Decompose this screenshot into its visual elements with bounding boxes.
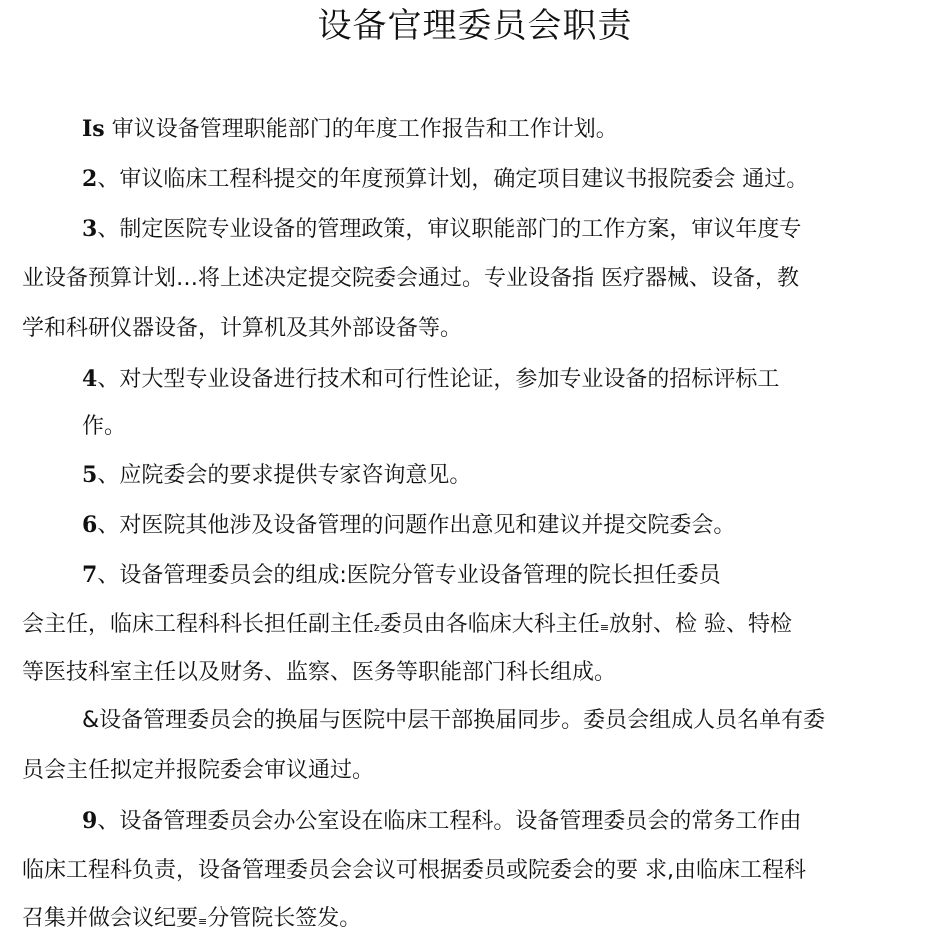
- item-text: 会主任，临床工程科科长担任副主任: [22, 612, 375, 637]
- item-number: 2: [82, 166, 98, 192]
- item-7-continuation: 等医技科室主任以及财务、监察、医务等职能部门科长组成。: [22, 660, 617, 685]
- item-6: [82, 510, 934, 541]
- item-text: 委员由各临床大科主任: [379, 612, 600, 637]
- item-7: [82, 560, 934, 591]
- item-text: 、审议临床工程科提交的年度预算计划，确定项目建议书报院委会 通过。: [97, 167, 809, 192]
- item-3-continuation: 学和科研仪器设备，计算机及其外部设备等。: [22, 316, 463, 341]
- item-text: 、设备管理委员会办公室设在临床工程科。设备管理委员会的常务工作由: [97, 809, 802, 834]
- item-2: [82, 164, 934, 195]
- item-number: 9: [82, 808, 98, 834]
- item-number: 6: [82, 512, 98, 538]
- item-text: 审议设备管理职能部门的年度工作报告和工作计划。: [111, 117, 618, 142]
- ocr-mark: z: [374, 621, 380, 634]
- item-7-continuation: [22, 610, 934, 643]
- item-4-continuation: 作。: [82, 414, 127, 439]
- item-8-continuation: 员会主任拟定并报院委会审议通过。: [22, 758, 375, 783]
- item-1: [82, 114, 934, 145]
- item-number: Is: [82, 116, 105, 142]
- item-9-continuation: [22, 904, 934, 937]
- item-text: 放射、检 验、特检: [609, 612, 793, 637]
- item-number: 7: [82, 562, 98, 588]
- item-number: 4: [82, 366, 98, 392]
- document-title: 设备官理委员会职责: [317, 6, 633, 46]
- ocr-mark: ≡: [599, 621, 610, 634]
- item-5: [82, 460, 934, 491]
- item-4: [82, 364, 934, 395]
- item-text: 、制定医院专业设备的管理政策，审议职能部门的工作方案，审议年度专: [97, 217, 802, 242]
- item-8: &设备管理委员会的换届与医院中层干部换届同步。委员会组成人员名单有委: [82, 708, 826, 733]
- item-text: 分管院长签发。: [207, 906, 362, 931]
- item-9: [82, 806, 934, 837]
- item-number: 3: [82, 216, 98, 242]
- item-number: 5: [82, 462, 98, 488]
- item-9-continuation: 临床工程科负责，设备管理委员会会议可根据委员或院委会的要 求,由临床工程科: [22, 858, 806, 883]
- item-text: 、对医院其他涉及设备管理的问题作出意见和建议并提交院委会。: [97, 513, 736, 538]
- item-text: 、对大型专业设备进行技术和可行性论证，参加专业设备的招标评标工: [97, 367, 780, 392]
- item-text: 、设备管理委员会的组成:医院分管专业设备管理的院长担任委员: [97, 563, 721, 588]
- item-3-continuation: 业设备预算计划…将上述决定提交院委会通过。专业设备指 医疗器械、设备，教: [22, 266, 799, 291]
- ocr-mark: ≡: [198, 915, 208, 928]
- item-text: 召集并做会议纪要: [22, 906, 199, 931]
- item-3: [82, 214, 934, 245]
- item-text: 、应院委会的要求提供专家咨询意见。: [97, 463, 472, 488]
